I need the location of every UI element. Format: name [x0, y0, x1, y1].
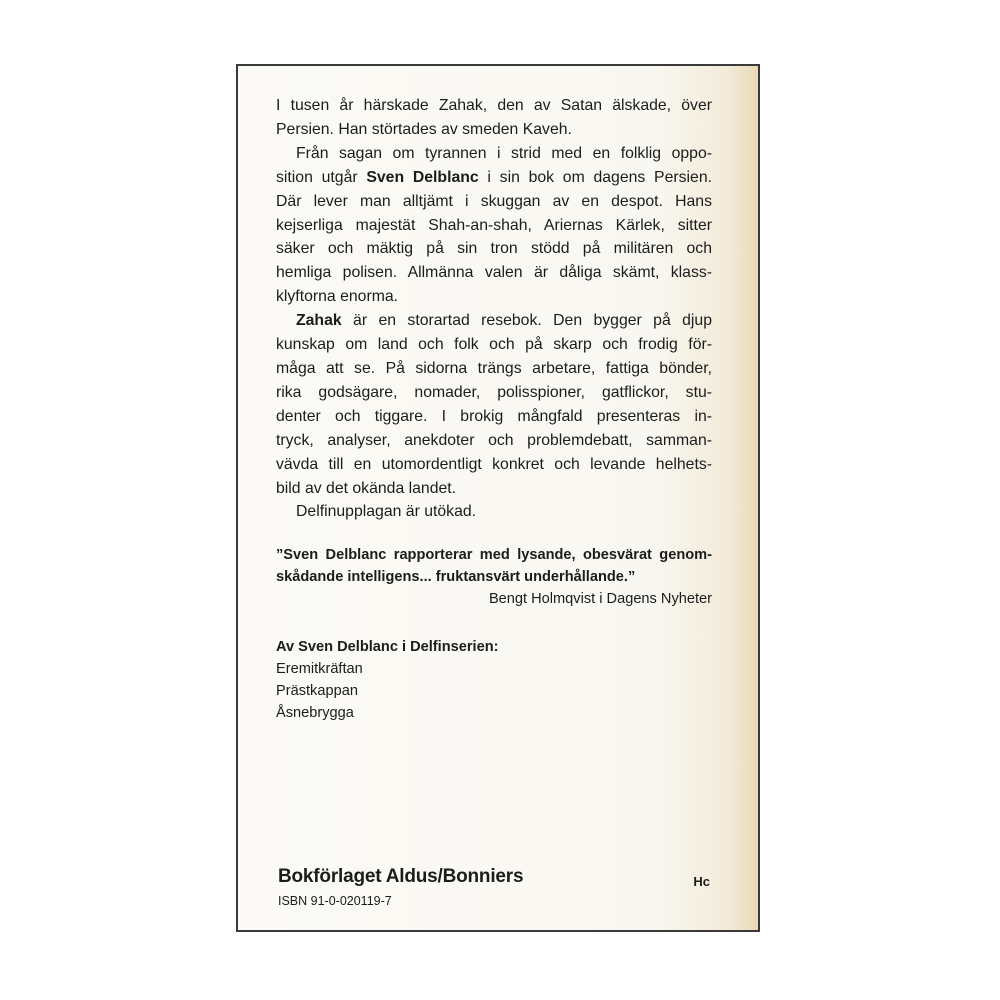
- text-line: hemliga polisen. Allmänna valen är dåliga skämt, klass-: [276, 264, 712, 282]
- text-line: kejserliga majestät Shah-an-shah, Ariernas Kärlek, sitter: [276, 216, 712, 234]
- text-line: tryck, analyser, anekdoter och problemdebatt, samman-: [276, 431, 712, 449]
- review-quote: [276, 544, 712, 588]
- book-title: Zahak: [296, 312, 342, 330]
- publisher-name: Bokförlaget Aldus/Bonniers: [278, 866, 524, 887]
- isbn-number: ISBN 91-0-020119-7: [278, 894, 392, 908]
- edition-note: Delfinupplagan är utökad.: [296, 503, 477, 521]
- intro-paragraph: [276, 94, 712, 142]
- text-fragment: är en storartad resebok. Den bygger på djup: [341, 312, 712, 330]
- description-paragraph: [276, 309, 712, 500]
- blurb-text: [276, 94, 712, 724]
- text-fragment: i sin bok om dagens Persien.: [478, 168, 712, 186]
- price-code: Hc: [693, 874, 710, 889]
- book-back-cover: [236, 64, 760, 932]
- series-item: Åsnebrygga: [276, 705, 354, 722]
- text-line: I tusen år härskade Zahak, den av Satan älskade, över: [276, 97, 712, 114]
- text-line: Från sagan om tyrannen i strid med en folklig oppo-: [296, 144, 712, 162]
- series-item: Eremitkräftan: [276, 661, 363, 678]
- text-line: rika godsägare, nomader, polisspioner, gatflickor, stu-: [276, 383, 712, 401]
- series-item: Prästkappan: [276, 683, 358, 700]
- text-line: Persien. Han störtades av smeden Kaveh.: [276, 120, 572, 138]
- text-line: måga att se. På sidorna trängs arbetare, fattiga bönder,: [276, 359, 712, 377]
- quote-line: ”Sven Delblanc rapporterar med lysande, obesvärat genom-: [276, 547, 712, 564]
- quote-source: Bengt Holmqvist i Dagens Nyheter: [488, 591, 712, 608]
- series-heading: Av Sven Delblanc i Delfinserien:: [276, 639, 499, 656]
- text-line: bild av det okända landet.: [276, 479, 457, 497]
- text-line: denter och tiggare. I brokig mångfald presenteras in-: [276, 407, 712, 425]
- text-line: klyftorna enorma.: [276, 288, 399, 306]
- text-line: vävda till en utomordentligt konkret och levande helhets-: [276, 455, 712, 473]
- quote-line: skådande intelligens... fruktansvärt underhållande.”: [276, 569, 636, 586]
- author-name: Sven Delblanc: [366, 168, 479, 186]
- text-fragment: sition utgår: [276, 168, 367, 186]
- text-line: säker och mäktig på sin tron stödd på militären och: [276, 240, 712, 258]
- text-line: [276, 166, 712, 190]
- text-line: [276, 309, 712, 333]
- text-line: Där lever man alltjämt i skuggan av en despot. Hans: [276, 192, 712, 210]
- text-line: kunskap om land och folk och på skarp och frodig för-: [276, 336, 712, 354]
- author-paragraph: [276, 142, 712, 309]
